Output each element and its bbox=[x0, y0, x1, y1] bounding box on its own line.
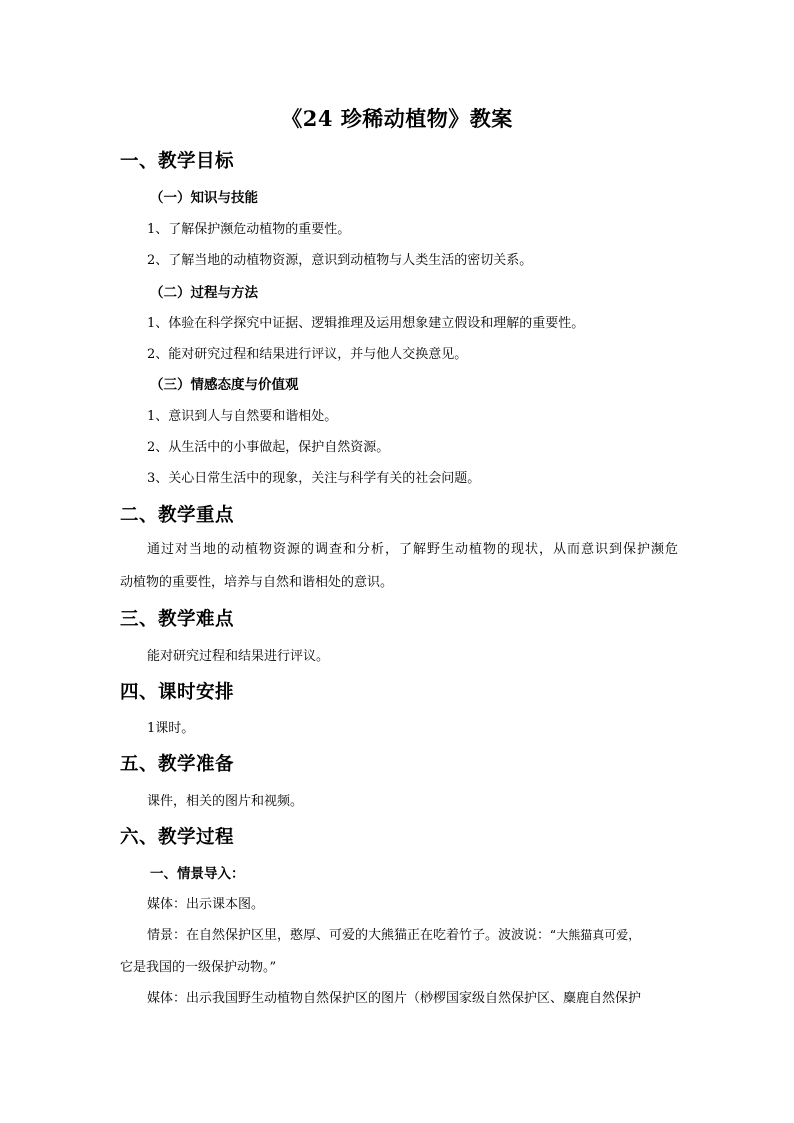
subheading-scene-intro: 一、情景导入： bbox=[150, 866, 245, 882]
section-heading-objectives: 一、教学目标 bbox=[120, 151, 235, 172]
subheading-attitudes-values: （三）情感态度与价值观 bbox=[150, 377, 299, 393]
list-item: 2、从生活中的小事做起，保护自然资源。 bbox=[147, 440, 390, 455]
preparation-text: 课件，相关的图片和视频。 bbox=[147, 794, 304, 809]
section-heading-schedule: 四、课时安排 bbox=[120, 682, 235, 703]
media-line: 媒体：出示我国野生动植物自然保护区的图片（桫椤国家级自然保护区、麋鹿自然保护 bbox=[147, 991, 642, 1006]
key-points-paragraph bbox=[120, 533, 678, 599]
list-item: 1、体验在科学探究中证据、逻辑推理及运用想象建立假设和理解的重要性。 bbox=[147, 316, 585, 331]
section-heading-key-points: 二、教学重点 bbox=[120, 505, 235, 526]
list-item: 1、了解保护濒危动植物的重要性。 bbox=[147, 222, 351, 237]
list-item: 2、能对研究过程和结果进行评议，并与他人交换意见。 bbox=[147, 347, 468, 362]
document-title: 《24 珍稀动植物》教案 bbox=[281, 106, 513, 131]
list-item: 3、关心日常生活中的现象，关注与科学有关的社会问题。 bbox=[147, 471, 481, 486]
section-heading-preparation: 五、教学准备 bbox=[120, 754, 235, 775]
schedule-text: 1课时。 bbox=[147, 721, 195, 736]
scene-text: 情景：在自然保护区里，憨厚、可爱的大熊猫正在吃着竹子。波波说： bbox=[147, 928, 551, 943]
paragraph-line: 动植物的重要性，培养与自然和谐相处的意识。 bbox=[120, 575, 394, 590]
scene-line bbox=[147, 924, 640, 943]
scene-line-continued: 它是我国的一级保护动物。” bbox=[120, 960, 277, 975]
subheading-process-methods: （二）过程与方法 bbox=[150, 285, 258, 301]
difficulties-text: 能对研究过程和结果进行评议。 bbox=[147, 649, 330, 664]
list-item: 1、意识到人与自然要和谐相处。 bbox=[147, 409, 338, 424]
list-item: 2、了解当地的动植物资源，意识到动植物与人类生活的密切关系。 bbox=[147, 253, 533, 268]
scene-quote: “大熊猫真可爱， bbox=[550, 928, 641, 942]
paragraph-line: 通过对当地的动植物资源的调查和分析，了解野生动植物的现状，从而意识到保护濒危 bbox=[147, 542, 678, 557]
section-heading-process: 六、教学过程 bbox=[120, 827, 235, 848]
media-line: 媒体：出示课本图。 bbox=[147, 897, 265, 912]
section-heading-difficulties: 三、教学难点 bbox=[120, 609, 235, 630]
subheading-knowledge-skills: （一）知识与技能 bbox=[150, 190, 258, 206]
